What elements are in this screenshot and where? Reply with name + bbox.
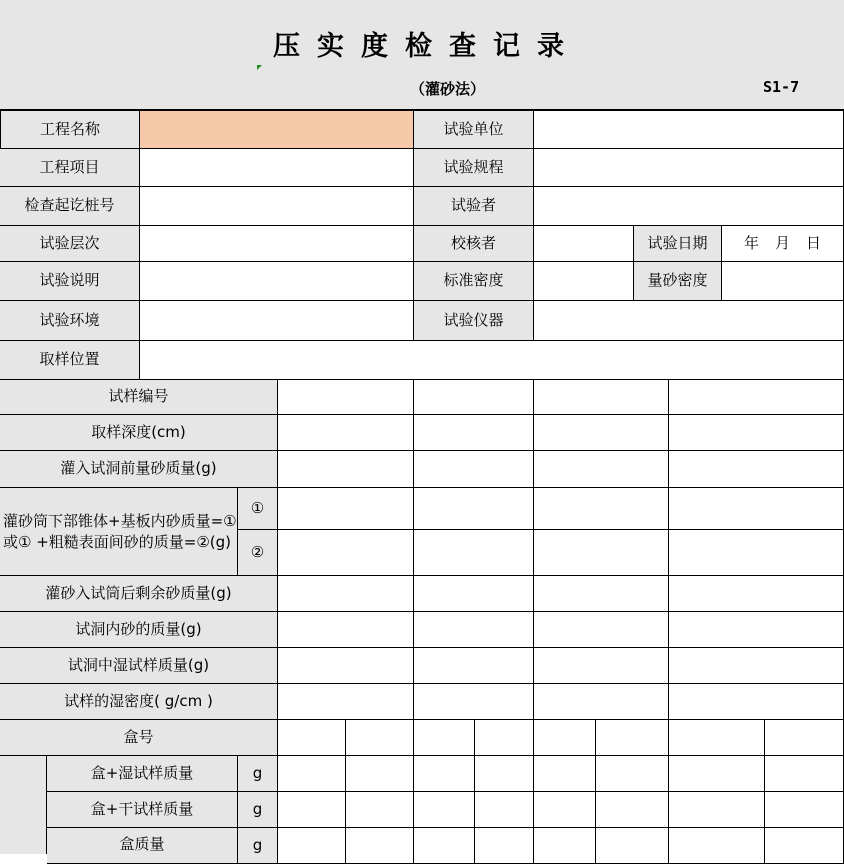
label-sand-before: 灌入试洞前量砂质量(g) <box>0 451 278 488</box>
box-wet-c6[interactable] <box>596 756 669 792</box>
depth-col1[interactable] <box>278 415 414 451</box>
sand-hole-col1[interactable] <box>278 612 414 648</box>
box-mass-c7[interactable] <box>669 828 765 864</box>
sand-hole-col4[interactable] <box>669 612 844 648</box>
method-label: （灌砂法） <box>410 80 486 98</box>
sand-density-input[interactable] <box>722 262 844 301</box>
label-box-dry: 盒+干试样质量 <box>47 792 238 828</box>
sand-before-col1[interactable] <box>278 451 414 488</box>
label-std-density: 标准密度 <box>414 262 534 301</box>
sand-after-col3[interactable] <box>534 576 669 612</box>
box-dry-c5[interactable] <box>534 792 596 828</box>
checker-input[interactable] <box>534 226 634 262</box>
wet-mass-col2[interactable] <box>414 648 534 684</box>
box-mass-c2[interactable] <box>346 828 414 864</box>
page-title: 压实度检查记录 <box>273 31 581 62</box>
sand-before-col3[interactable] <box>534 451 669 488</box>
box-dry-c7[interactable] <box>669 792 765 828</box>
circle-1-label: ① <box>238 488 278 530</box>
box-dry-c8[interactable] <box>765 792 844 828</box>
moisture-group-label <box>0 756 47 854</box>
wet-density-col4[interactable] <box>669 684 844 720</box>
box-wet-c8[interactable] <box>765 756 844 792</box>
project-item-input[interactable] <box>140 149 414 187</box>
label-project-item: 工程项目 <box>0 149 140 187</box>
label-test-procedure: 试验规程 <box>414 149 534 187</box>
label-project-name: 工程名称 <box>0 111 140 149</box>
sample-no-col2[interactable] <box>414 380 534 415</box>
label-test-layer: 试验层次 <box>0 226 140 262</box>
circle-2-label: ② <box>238 530 278 576</box>
box-mass-c3[interactable] <box>414 828 475 864</box>
label-sample-depth: 取样深度(cm) <box>0 415 278 451</box>
pile-range-input[interactable] <box>140 187 414 226</box>
box-wet-c5[interactable] <box>534 756 596 792</box>
wet-density-col1[interactable] <box>278 684 414 720</box>
sample-no-col3[interactable] <box>534 380 669 415</box>
cone1-col2[interactable] <box>414 488 534 530</box>
test-date-input[interactable] <box>722 226 844 262</box>
box-wet-c1[interactable] <box>278 756 346 792</box>
box-no-c3[interactable] <box>414 720 475 756</box>
cone2-col1[interactable] <box>278 530 414 576</box>
wet-mass-col1[interactable] <box>278 648 414 684</box>
box-mass-c8[interactable] <box>765 828 844 864</box>
label-wet-sample-mass: 试洞中湿试样质量(g) <box>0 648 278 684</box>
sand-after-col4[interactable] <box>669 576 844 612</box>
cone1-col3[interactable] <box>534 488 669 530</box>
wet-density-col3[interactable] <box>534 684 669 720</box>
box-no-c5[interactable] <box>534 720 596 756</box>
label-sample-position: 取样位置 <box>0 341 140 380</box>
depth-col4[interactable] <box>669 415 844 451</box>
sample-no-col1[interactable] <box>278 380 414 415</box>
date-month: 月 <box>774 233 790 252</box>
cone2-col2[interactable] <box>414 530 534 576</box>
unit-g-2: g <box>238 792 278 828</box>
form-code: S1-7 <box>763 78 800 96</box>
label-test-unit: 试验单位 <box>414 111 534 149</box>
label-cone-mass: 灌砂筒下部锥体+基板内砂质量=①或① +粗糙表面间砂的质量=②(g) <box>0 488 238 576</box>
box-wet-c2[interactable] <box>346 756 414 792</box>
sand-hole-col2[interactable] <box>414 612 534 648</box>
wet-mass-col3[interactable] <box>534 648 669 684</box>
box-wet-c3[interactable] <box>414 756 475 792</box>
label-instrument: 试验仪器 <box>414 301 534 341</box>
box-dry-c3[interactable] <box>414 792 475 828</box>
label-checker: 校核者 <box>414 226 534 262</box>
label-test-date: 试验日期 <box>634 226 722 262</box>
label-sample-no: 试样编号 <box>0 380 278 415</box>
label-environment: 试验环境 <box>0 301 140 341</box>
project-name-input[interactable] <box>140 111 414 149</box>
label-wet-density: 试样的湿密度( g/cm ) <box>0 684 278 720</box>
box-dry-c2[interactable] <box>346 792 414 828</box>
label-box-mass: 盒质量 <box>47 828 238 864</box>
unit-g-1: g <box>238 756 278 792</box>
test-unit-input[interactable] <box>534 111 844 149</box>
unit-g-3: g <box>238 828 278 864</box>
box-dry-c6[interactable] <box>596 792 669 828</box>
label-box-wet: 盒+湿试样质量 <box>47 756 238 792</box>
sand-after-col1[interactable] <box>278 576 414 612</box>
sand-before-col4[interactable] <box>669 451 844 488</box>
cone2-col3[interactable] <box>534 530 669 576</box>
std-density-input[interactable] <box>534 262 634 301</box>
box-no-c2[interactable] <box>346 720 414 756</box>
box-no-c1[interactable] <box>278 720 346 756</box>
comment-marker-icon <box>257 65 262 70</box>
instrument-input[interactable] <box>534 301 844 341</box>
depth-col3[interactable] <box>534 415 669 451</box>
box-no-c7[interactable] <box>669 720 765 756</box>
label-box-no: 盒号 <box>0 720 278 756</box>
date-year: 年 <box>743 233 759 252</box>
cone1-col1[interactable] <box>278 488 414 530</box>
label-pile-range: 检查起讫桩号 <box>0 187 140 226</box>
sand-after-col2[interactable] <box>414 576 534 612</box>
sample-position-input[interactable] <box>140 341 844 380</box>
label-sand-in-hole: 试洞内砂的质量(g) <box>0 612 278 648</box>
test-desc-input[interactable] <box>140 262 414 301</box>
box-wet-c7[interactable] <box>669 756 765 792</box>
label-sand-after: 灌砂入试筒后剩余砂质量(g) <box>0 576 278 612</box>
box-no-c8[interactable] <box>765 720 844 756</box>
box-no-c6[interactable] <box>596 720 669 756</box>
cone1-col4[interactable] <box>669 488 844 530</box>
environment-input[interactable] <box>140 301 414 341</box>
wet-mass-col4[interactable] <box>669 648 844 684</box>
box-no-c4[interactable] <box>475 720 534 756</box>
box-mass-c4[interactable] <box>475 828 534 864</box>
wet-density-col2[interactable] <box>414 684 534 720</box>
box-dry-c1[interactable] <box>278 792 346 828</box>
box-mass-c6[interactable] <box>596 828 669 864</box>
box-mass-c5[interactable] <box>534 828 596 864</box>
date-day: 日 <box>806 233 822 252</box>
label-tester: 试验者 <box>414 187 534 226</box>
label-sand-density: 量砂密度 <box>634 262 722 301</box>
box-dry-c4[interactable] <box>475 792 534 828</box>
box-wet-c4[interactable] <box>475 756 534 792</box>
sand-hole-col3[interactable] <box>534 612 669 648</box>
label-test-desc: 试验说明 <box>0 262 140 301</box>
test-procedure-input[interactable] <box>534 149 844 187</box>
box-mass-c1[interactable] <box>278 828 346 864</box>
cone2-col4[interactable] <box>669 530 844 576</box>
tester-input[interactable] <box>534 187 844 226</box>
sand-before-col2[interactable] <box>414 451 534 488</box>
test-layer-input[interactable] <box>140 226 414 262</box>
depth-col2[interactable] <box>414 415 534 451</box>
sample-no-col4[interactable] <box>669 380 844 415</box>
